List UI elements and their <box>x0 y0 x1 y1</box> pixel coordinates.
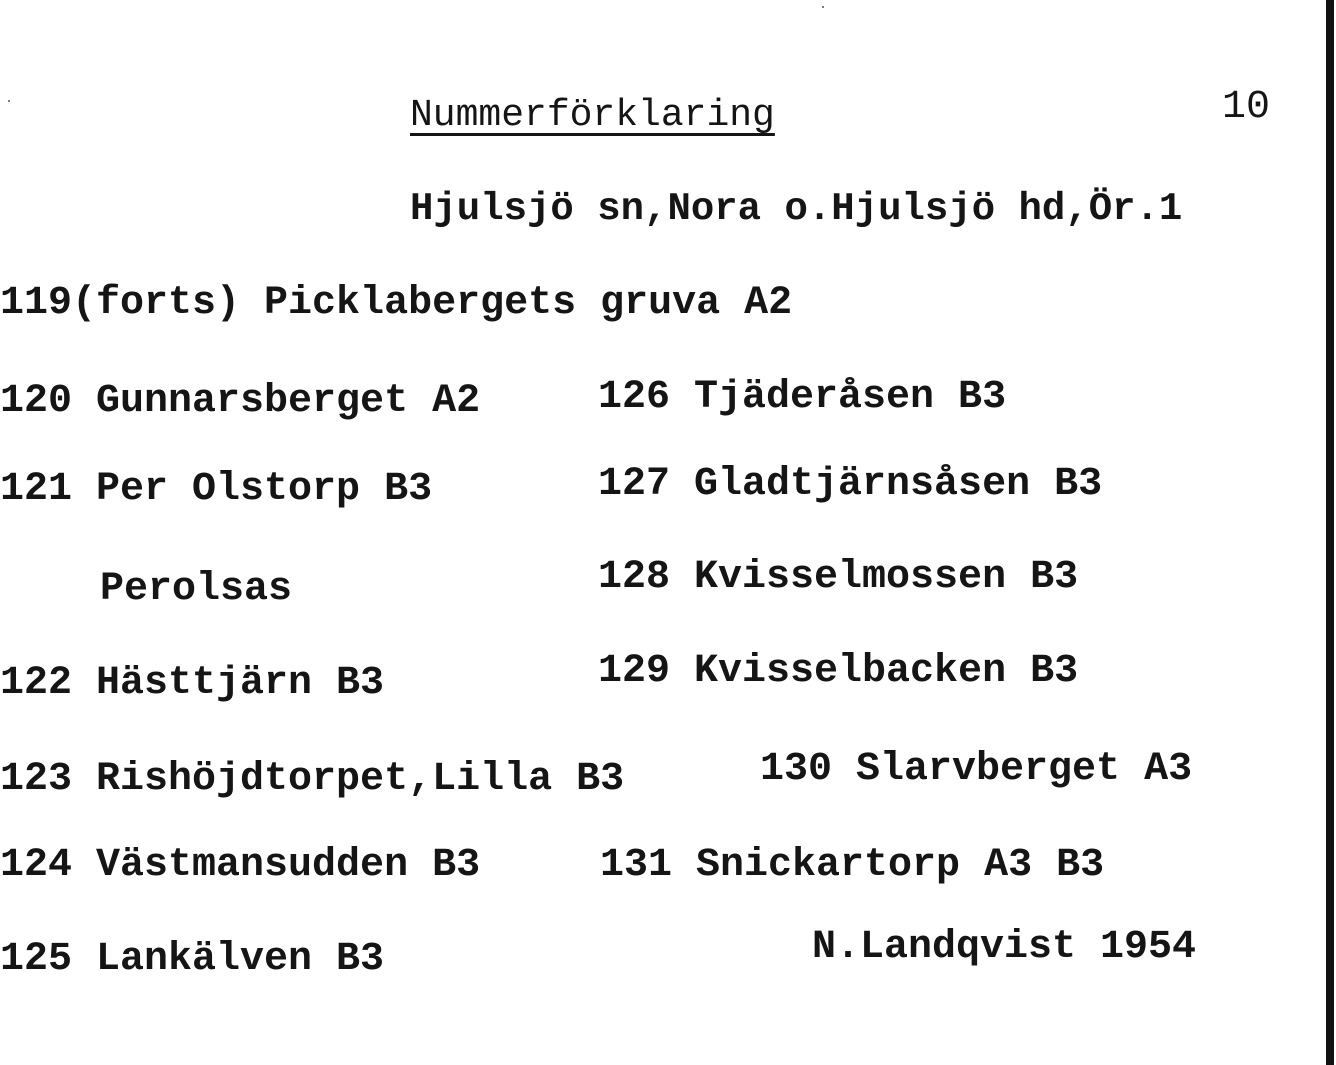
speck <box>8 100 10 102</box>
entry-129: 129 Kvisselbacken B3 <box>598 649 1079 694</box>
entry-125: 125 Lankälven B3 <box>0 937 385 982</box>
entry-127: 127 Gladtjärnsåsen B3 <box>598 462 1103 507</box>
speck <box>822 6 824 8</box>
entry-119: 119(forts) Picklabergets gruva A2 <box>0 281 793 326</box>
page-number: 10 <box>1222 85 1271 130</box>
card-heading: Nummerförklaring <box>410 94 775 137</box>
entry-123: 123 Rishöjdtorpet,Lilla B3 <box>0 757 625 802</box>
entry-121: 121 Per Olstorp B3 <box>0 467 433 512</box>
entry-122: 122 Hästtjärn B3 <box>0 661 385 706</box>
card-edge <box>1326 0 1334 1065</box>
entry-131: 131 Snickartorp A3 B3 <box>600 843 1105 888</box>
entry-124: 124 Västmansudden B3 <box>0 843 481 888</box>
entry-126: 126 Tjäderåsen B3 <box>598 375 1007 420</box>
parish-line: Hjulsjö sn,Nora o.Hjulsjö hd,Ör.1 <box>410 187 1183 231</box>
signature: N.Landqvist 1954 <box>812 925 1197 970</box>
entry-128: 128 Kvisselmossen B3 <box>598 555 1079 600</box>
entry-121-alias: Perolsas <box>100 567 293 612</box>
entry-120: 120 Gunnarsberget A2 <box>0 379 481 424</box>
entry-130: 130 Slarvberget A3 <box>760 747 1193 792</box>
